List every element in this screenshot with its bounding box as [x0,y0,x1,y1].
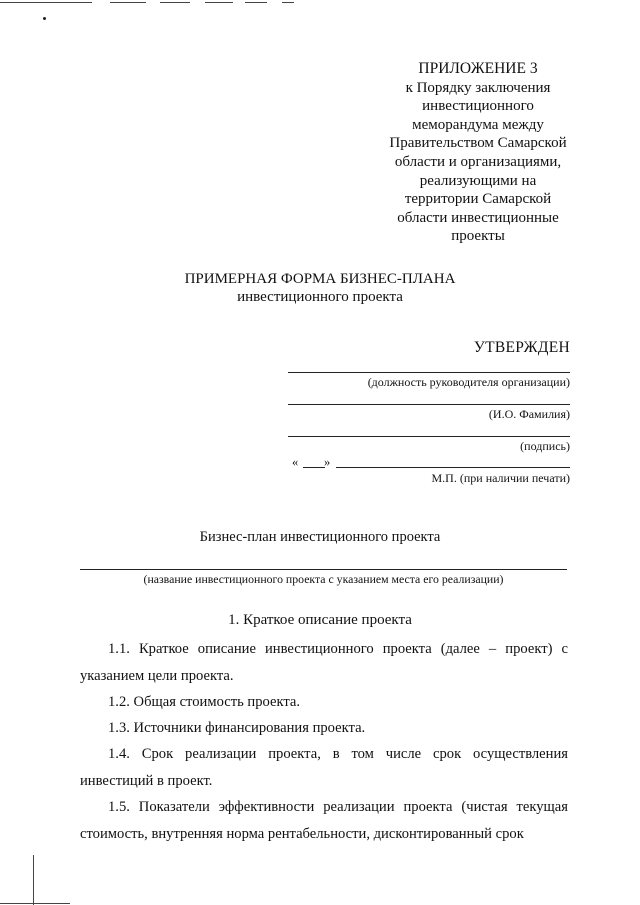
approved-label: УТВЕРЖДЕН [473,339,570,356]
section-1-title: 1. Краткое описание проекта [228,612,412,628]
position-field-line [288,372,570,373]
scan-artifact-top-line-5 [245,2,267,3]
date-month-year-blank [336,467,570,468]
date-open-quote: « [292,455,299,469]
signature-caption: (подпись) [520,439,570,453]
section-item-1-4: 1.4. Срок реализации проекта, в том числе срок осуществления инвестиций в проект. [80,746,568,789]
appendix-line: области инвестиционные [397,209,559,226]
appendix-line: Правительством Самарской [389,135,567,152]
signature-field-line [288,436,570,437]
section-item-1-5: 1.5. Показатели эффективности реализации проекта (чистая текущая стоимость, внутренняя норма рентабельности, дисконтированный срок [80,799,568,842]
appendix-line: реализующими на [419,172,537,189]
appendix-line: меморандума между [412,116,544,133]
scan-artifact-top-line-4 [205,2,233,3]
appendix-line: к Порядку заключения [405,79,551,96]
position-caption: (должность руководителя организации) [367,375,570,389]
section-item-1-2: 1.2. Общая стоимость проекта. [108,694,301,710]
scan-artifact-top-line-2 [110,2,146,3]
appendix-line: инвестиционного [422,98,534,115]
project-name-caption: (название инвестиционного проекта с указанием места его реализации) [143,572,504,586]
scan-artifact-top-line-3 [160,2,190,3]
appendix-heading: ПРИЛОЖЕНИЕ 3 [418,60,538,77]
appendix-line: области и организациями, [394,153,562,170]
date-day-blank [303,467,325,468]
name-field-line [288,404,570,405]
date-close-quote: » [324,455,331,469]
section-item-1-3: 1.3. Источники финансирования проекта. [108,720,366,736]
scan-artifact-left-edge [33,855,34,905]
form-title-line-2: инвестиционного проекта [237,289,403,305]
project-name-line [80,569,567,570]
scan-artifact-dot [43,17,46,20]
form-title-line-1: ПРИМЕРНАЯ ФОРМА БИЗНЕС-ПЛАНА [184,271,456,287]
appendix-line: проекты [451,228,505,245]
section-item-1-1: 1.1. Краткое описание инвестиционного проекта (далее – проект) с указанием цели проекта. [80,641,568,684]
appendix-line: территории Самарской [404,191,552,208]
appendix-block [380,60,576,246]
business-plan-title: Бизнес-план инвестиционного проекта [199,529,441,545]
date-field [288,455,570,469]
scan-artifact-bottom-line [0,903,70,904]
form-title [150,270,490,306]
scan-artifact-top-line-1 [0,2,92,3]
name-caption: (И.О. Фамилия) [488,407,570,421]
stamp-caption: М.П. (при наличии печати) [431,471,570,485]
scan-artifact-top-line-6 [282,2,294,3]
